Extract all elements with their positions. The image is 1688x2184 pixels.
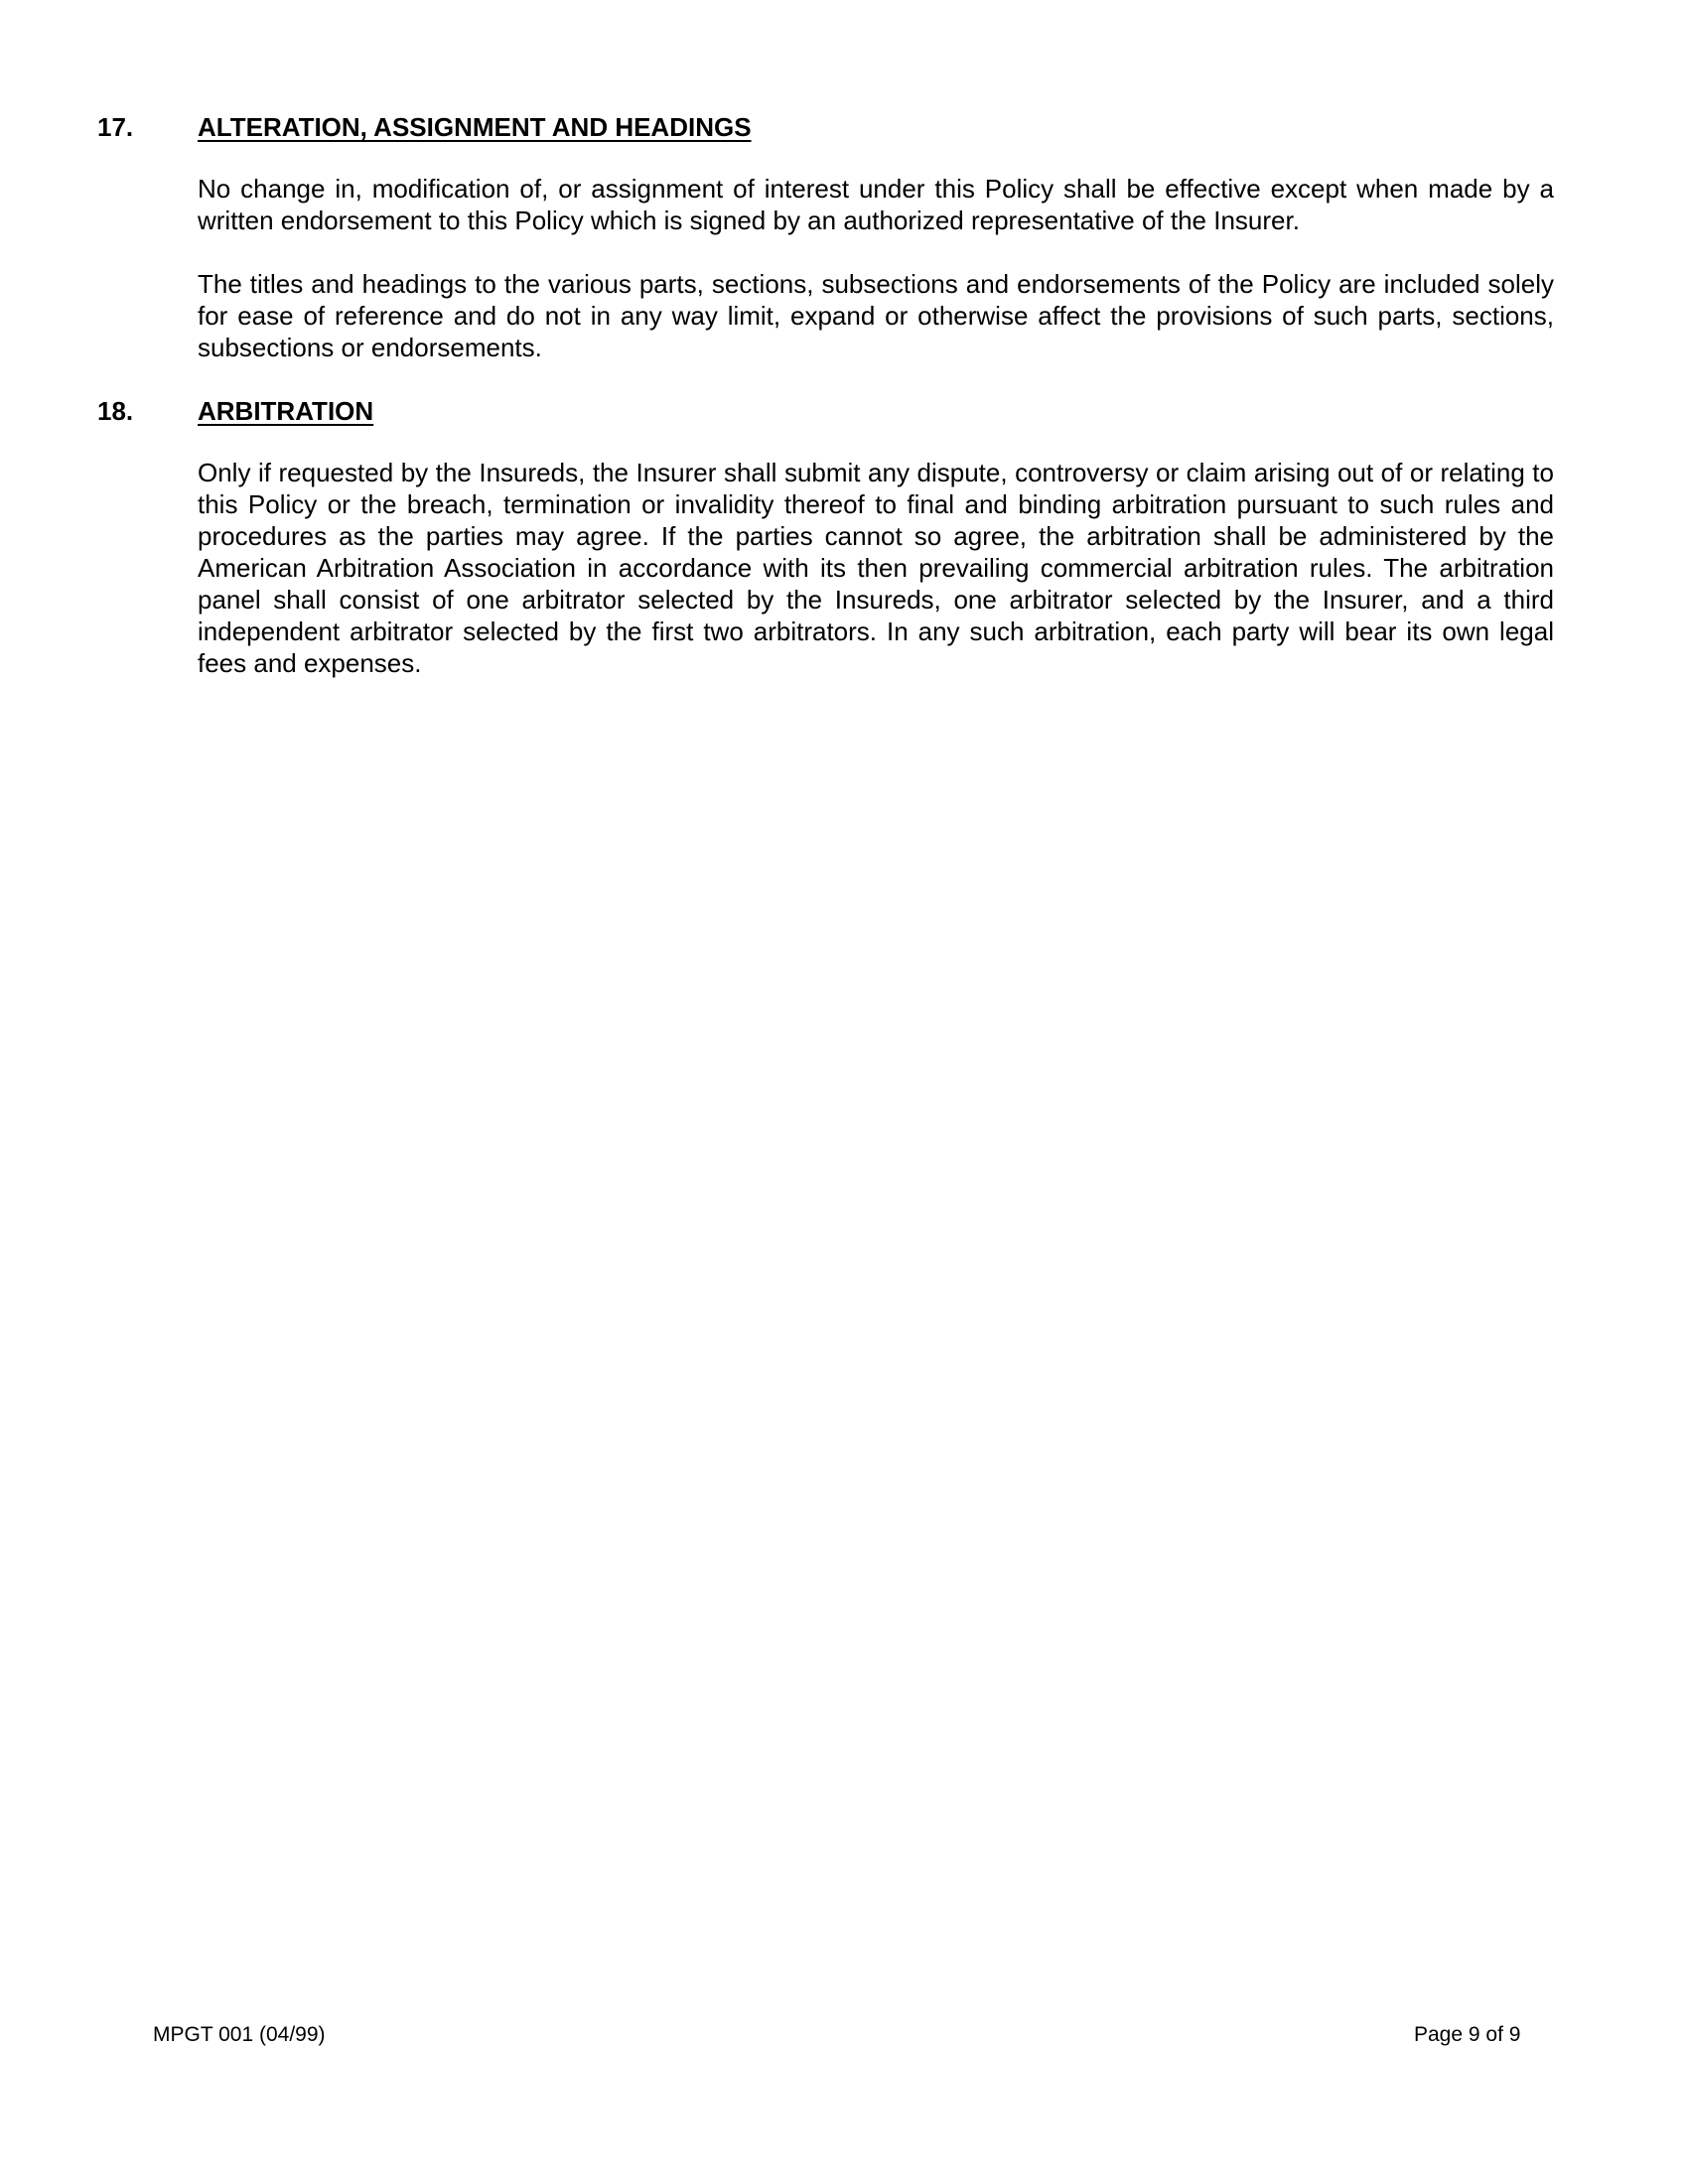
section-number: 17. bbox=[97, 112, 134, 142]
footer-form-code: MPGT 001 (04/99) bbox=[153, 2023, 326, 2046]
footer-page-number: Page 9 of 9 bbox=[1414, 2023, 1521, 2046]
section-heading bbox=[0, 109, 1688, 145]
section-heading bbox=[0, 393, 1688, 429]
section-paragraph: No change in, modification of, or assignment of interest under this Policy shall be effective except when made by a written endorsement to this Policy which is signed by an authorized representative of the Insurer. bbox=[198, 174, 1554, 235]
section-17 bbox=[0, 109, 1688, 389]
section-paragraph: Only if requested by the Insureds, the Insurer shall submit any dispute, controversy or claim arising out of or relating to this Policy or the breach, termination or invalidity thereof to final and binding arbitration pursuant to such rules and procedures as the parties may agree. If the parties cannot so agree, the arbitration shall be administered by the American Arbitration Association in accordance with its then prevailing commercial arbitration rules. The arbitration panel shall consist of one arbitrator selected by the Insureds, one arbitrator selected by the Insurer, and a third independent arbitrator selected by the first two arbitrators. In any such arbitration, each party will bear its own legal fees and expenses. bbox=[198, 458, 1554, 678]
section-title: ALTERATION, ASSIGNMENT AND HEADINGS bbox=[198, 112, 752, 142]
section-18 bbox=[0, 393, 1688, 705]
section-number: 18. bbox=[97, 396, 134, 426]
section-title: ARBITRATION bbox=[198, 396, 374, 426]
section-paragraph: The titles and headings to the various parts, sections, subsections and endorsements of the Policy are included solely for ease of reference and do not in any way limit, expand or otherwise affect the provisions of such parts, sections, subsections or endorsements. bbox=[198, 269, 1554, 362]
